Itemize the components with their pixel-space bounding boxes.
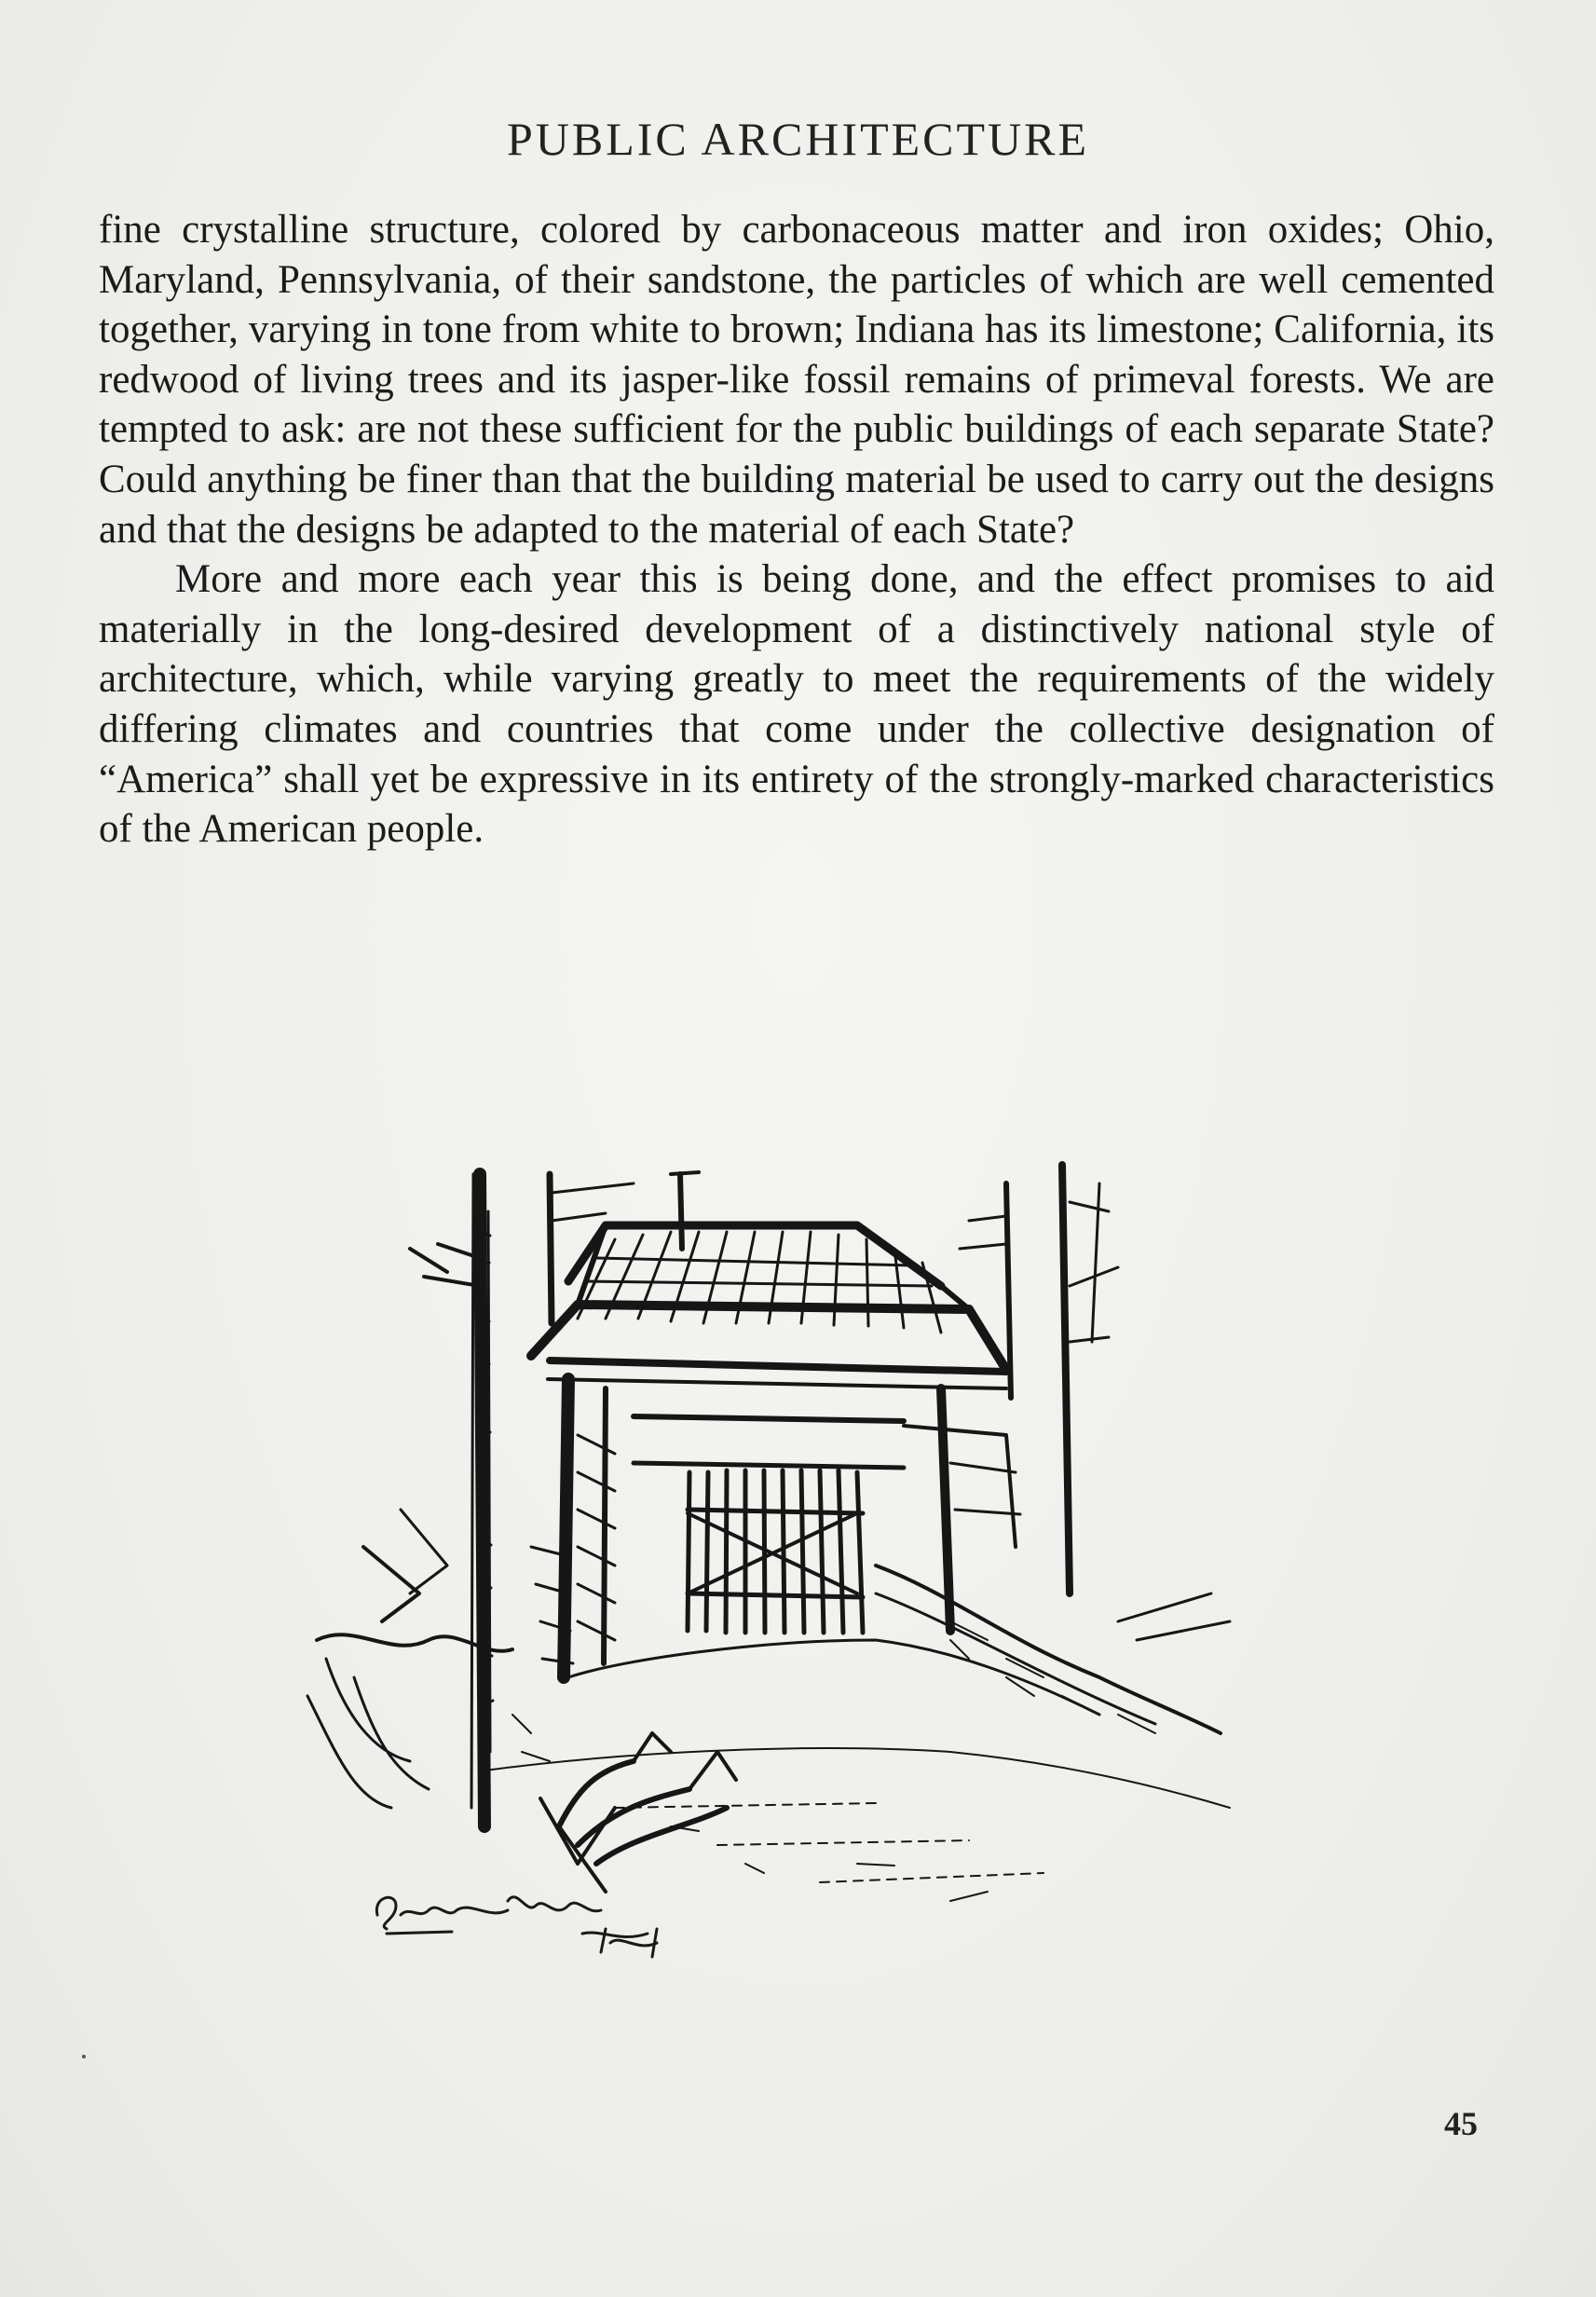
artist-signature — [368, 1878, 685, 1980]
page-speck — [82, 2055, 86, 2058]
gateway-sketch — [298, 1155, 1304, 1957]
body-text — [99, 205, 1494, 855]
paragraph-1: fine crystalline structure, colored by carbonaceous matter and iron oxides; Ohio, Maryland, Pennsylvania, of their sandstone, the particles of which are well cemented together, varying in tone from white to brown; Indiana has its limestone; California, its redwood of living trees and its jasper-like fossil remains of primeval forests. We are tempted to ask: are not these sufficient for the public buildings of each separate State? Could anything be finer than that the building material be used to carry out the designs and that the designs be adapted to the material of each State? — [99, 208, 1494, 552]
page-number: 45 — [1444, 2105, 1478, 2142]
running-head: PUBLIC ARCHITECTURE — [506, 113, 1090, 165]
paragraph-2: More and more each year this is being done, and the effect promises to aid materially in the long-desired development of a distinctively national style of architecture, which, while varying greatly to meet the requirements of the widely differing climates and countries that come under the collective designation of “America” shall yet be expressive in its entirety of the strongly-marked characteristics of the American people. — [99, 557, 1494, 852]
